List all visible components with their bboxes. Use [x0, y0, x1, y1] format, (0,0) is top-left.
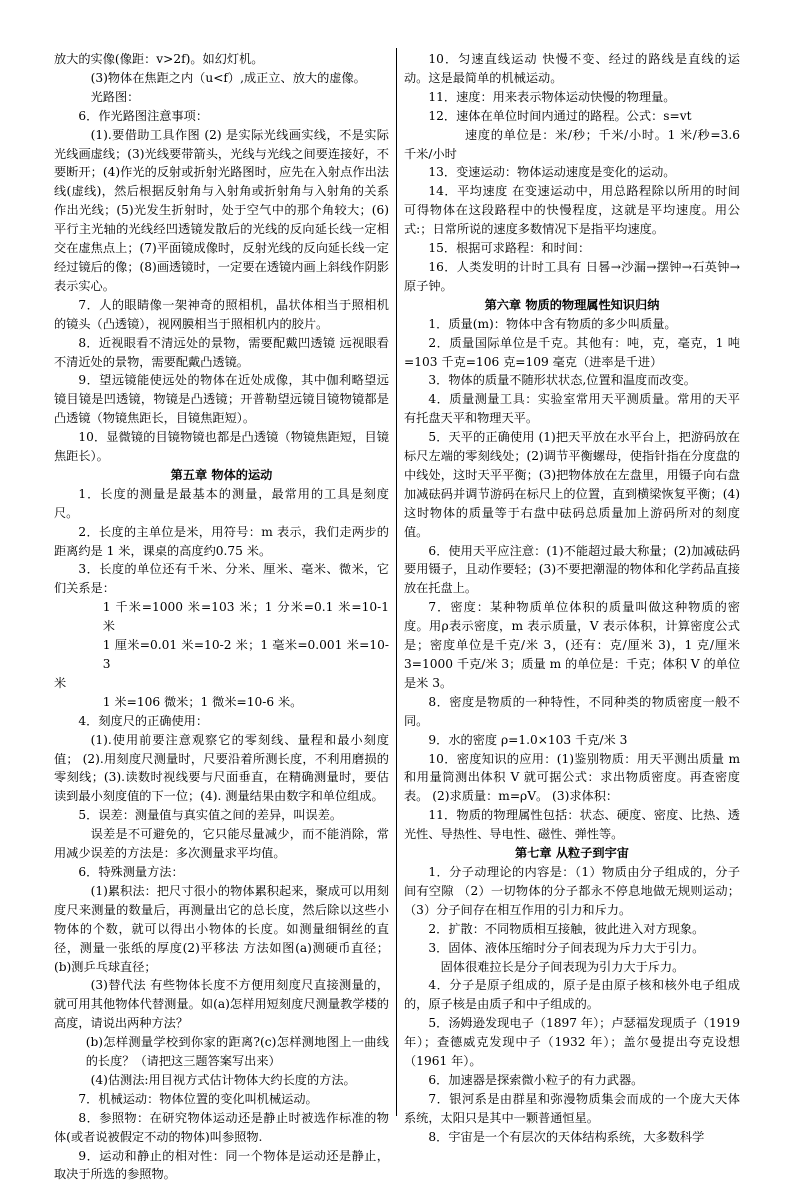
paragraph: 5．误差：测量值与真实值之间的差异，叫误差。: [78, 808, 343, 823]
paragraph: 13．变速运动：物体运动速度是变化的运动。: [428, 165, 676, 180]
column-divider: [396, 48, 397, 1116]
paragraph: 3．固体、液体压缩时分子间表现为斥力大于引力。: [428, 940, 705, 955]
paragraph: 1 千米=1000 米=103 米；1 分米=0.1 米=10-1 米: [102, 600, 389, 634]
paragraph: 11．速度：用来表示物体运动快慢的物理量。: [428, 89, 676, 104]
paragraph: 2．质量国际单位是千克。其他有：吨，克，毫克，1 吨=103 千克=106 克=109 毫克（进率是千进）: [404, 335, 740, 369]
paragraph: 放大的实像(像距：v>2f)。如幻灯机。: [54, 52, 264, 66]
paragraph: 8．宇宙是一个有层次的天体结构系统，大多数科学: [428, 1129, 705, 1144]
paragraph: 6．使用天平应注意：(1)不能超过最大称量；(2)加减砝码要用镊子，且动作要轻；(3)不要把潮湿的物体和化学药品直接放在托盘上。: [404, 543, 740, 596]
paragraph: (1)累积法：把尺寸很小的物体累积起来，聚成可以用刻度尺来测量的数量后，再测量出它的总长度，然后除以这些小物体的个数，就可以得出小物体的长度。如测量细铜丝的直径，测量一张纸的厚度(2)平移法 方法如图(a)测硬币直径； (b)测乒乓球直径；: [54, 883, 389, 974]
paragraph: 7．银河系是由群星和弥漫物质集会而成的一个庞大天体系统，太阳只是其中一颗普通恒星。: [404, 1091, 740, 1125]
paragraph: 10．显微镜的目镜物镜也都是凸透镜（物镜焦距短，目镜焦距长）。: [54, 430, 389, 464]
paragraph: 3．物体的质量不随形状状态,位置和温度而改变。: [428, 373, 696, 388]
paragraph: (4)估测法:用目视方式估计物体大约长度的方法。: [90, 1072, 356, 1087]
paragraph: 8．近视眼看不清远处的景物，需要配戴凹透镜 远视眼看不清近处的景物，需要配戴凸透镜。: [54, 335, 389, 369]
paragraph: 7．密度：某种物质单位体积的质量叫做这种物质的密度。用ρ表示密度，m 表示质量，V 表示体积，计算密度公式是；密度单位是千克/米 3，(还有：克/厘米 3)，1 克/厘米 3=1000 千克/米 3；质量 m 的单位是：千克；体积 V 的单位是米 3。: [404, 600, 741, 690]
paragraph: 误差是不可避免的，它只能尽量减少，而不能消除，常用减少误差的方法是：多次测量求平均值。: [54, 827, 389, 861]
paragraph: (b)怎样测量学校到你家的距离?(c)怎样测地图上一曲线的长度？（请把这三题答案写出来）: [85, 1035, 389, 1069]
paragraph: 11．物质的物理属性包括：状态、硬度、密度、比热、透光性、导热性、导电性、磁性、弹性等。: [404, 808, 740, 842]
paragraph: 6．作光路图注意事项：: [78, 108, 209, 123]
paragraph: 4．分子是原子组成的，原子是由原子核和核外电子组成的，原子核是由质子和中子组成的。: [404, 978, 740, 1012]
paragraph: 1 厘米=0.01 米=10-2 米；1 毫米=0.001 米=10-3: [102, 638, 389, 671]
paragraph: 1．质量(m)：物体中含有物质的多少叫质量。: [428, 316, 677, 331]
paragraph: 1．长度的测量是最基本的测量，最常用的工具是刻度尺。: [54, 486, 389, 520]
paragraph: 4．质量测量工具：实验室常用天平测质量。常用的天平有托盘天平和物理天平。: [404, 392, 740, 426]
paragraph: 1．分子动理论的内容是：（1）物质由分子组成的，分子间有空隙 （2）一切物体的分子都永不停息地做无规则运动；（3）分子间存在相互作用的引力和斥力。: [404, 864, 740, 917]
paragraph: (3)物体在焦距之内（u<f）,成正立、放大的虚像。: [90, 70, 366, 85]
paragraph: 10．密度知识的应用：(1)鉴别物质：用天平测出质量 m 和用量筒测出体积 V 就可据公式：求出物质密度。再查密度表。 (2)求质量：m=ρV。 (3)求体积：: [404, 751, 740, 804]
paragraph: 9．水的密度 ρ=1.0×103 千克/米 3: [428, 732, 628, 747]
left-column: [54, 50, 389, 1184]
paragraph: 4．刻度尺的正确使用：: [78, 713, 209, 728]
paragraph: 2．扩散：不同物质相互接触，彼此进入对方现象。: [428, 921, 705, 936]
paragraph: 速度的单位是：米/秒；千米/小时。1 米/秒=3.6 千米/小时: [404, 127, 740, 161]
paragraph: 5．天平的正确使用 (1)把天平放在水平台上，把游码放在标尺左端的零刻线处；(2)调节平衡螺母，使指针指在分度盘的中线处，这时天平平衡；(3)把物体放在左盘里，用镊子向右盘加减砝码并调节游码在标尺上的位置，直到横梁恢复平衡；(4)这时物体的质量等于右盘中砝码总质量加上游码所对的刻度值。: [404, 430, 740, 539]
paragraph: (3)替代法 有些物体长度不方便用刻度尺直接测量的，就可用其他物体代替测量。如(a)怎样用短刻度尺测量教学楼的高度，请说出两种方法？: [54, 978, 389, 1031]
paragraph: 米: [54, 675, 67, 690]
paragraph: 12．速体在单位时间内通过的路程。公式：s=vt: [428, 108, 692, 123]
paragraph: 7．机械运动：物体位置的变化叫机械运动。: [78, 1091, 318, 1106]
paragraph: 6．加速器是探索微小粒子的有力武器。: [428, 1072, 644, 1087]
chapter-heading: 第五章 物体的运动: [170, 467, 273, 482]
paragraph: 2．长度的主单位是米，用符号：m 表示，我们走两步的距离约是 1 米，课桌的高度约0.75 米。: [54, 524, 389, 558]
paragraph: 15．根据可求路程：和时间：: [428, 241, 591, 256]
paragraph: 10．匀速直线运动 快慢不变、经过的路线是直线的运动。这是最简单的机械运动。: [404, 52, 740, 85]
paragraph: (1).要借助工具作图 (2) 是实际光线画实线，不是实际光线画虚线；(3)光线要带箭头，光线与光线之间要连接好，不要断开；(4)作光的反射或折射光路图时，应先在入射点作出法线(虚线)，然后根据反射角与入射角或折射角与入射角的关系作出光线；(5)光发生折射时，处于空气中的那个角较大；(6)平行主光轴的光线经凹透镜发散后的光线的反向延长线一定相交在虚焦点上；(7)平面镜成像时，反射光线的反向延长线一定经过镜后的像；(8)画透镜时，一定要在透镜内画上斜线作阴影表示实心。: [54, 127, 389, 293]
paragraph: 16．人类发明的计时工具有 日晷→沙漏→摆钟→石英钟→原子钟。: [404, 259, 740, 293]
paragraph: 8．参照物：在研究物体运动还是静止时被选作标准的物体(或者说被假定不动的物体)叫参照物.: [54, 1110, 389, 1144]
chapter-heading: 第七章 从粒子到宇宙: [515, 846, 629, 861]
paragraph: 9．运动和静止的相对性：同一个物体是运动还是静止，取决于所选的参照物。: [54, 1148, 389, 1182]
paragraph: 14．平均速度 在变速运动中，用总路程除以所用的时间可得物体在这段路程中的快慢程度，这就是平均速度。用公式:；日常所说的速度多数情况下是指平均速度。: [404, 184, 740, 237]
right-column: [404, 50, 740, 1147]
paragraph: 3．长度的单位还有千米、分米、厘米、毫米、微米，它们关系是：: [54, 562, 389, 596]
chapter-heading: 第六章 物质的物理属性知识归纳: [484, 297, 660, 312]
paragraph: 固体很难拉长是分子间表现为引力大于斥力。: [440, 959, 685, 974]
paragraph: 光路图：: [90, 89, 140, 104]
paragraph: (1).使用前要注意观察它的零刻线、量程和最小刻度值； (2).用刻度尺测量时，尺要沿着所测长度，不利用磨损的零刻线；(3).读数时视线要与尺面垂直，在精确测量时，要估读到最小刻度值的下一位；(4). 测量结果由数字和单位组成。: [54, 732, 389, 804]
paragraph: 6．特殊测量方法：: [78, 864, 184, 879]
paragraph: 5．汤姆逊发现电子（1897 年）；卢瑟福发现质子（1919 年）；查德威克发现中子（1932 年）；盖尔曼提出夸克设想（1961 年）。: [404, 1016, 740, 1069]
paragraph: 7．人的眼睛像一架神奇的照相机，晶状体相当于照相机的镜头（凸透镜），视网膜相当于照相机内的胶片。: [54, 297, 389, 331]
paragraph: 1 米=106 微米；1 微米=10-6 米。: [102, 694, 303, 709]
paragraph: 8．密度是物质的一种特性，不同种类的物质密度一般不同。: [404, 694, 740, 728]
paragraph: 9．望远镜能使远处的物体在近处成像，其中伽利略望远镜目镜是凹透镜，物镜是凸透镜；开普勒望远镜目镜物镜都是凸透镜（物镜焦距长，目镜焦距短）。: [54, 373, 389, 426]
